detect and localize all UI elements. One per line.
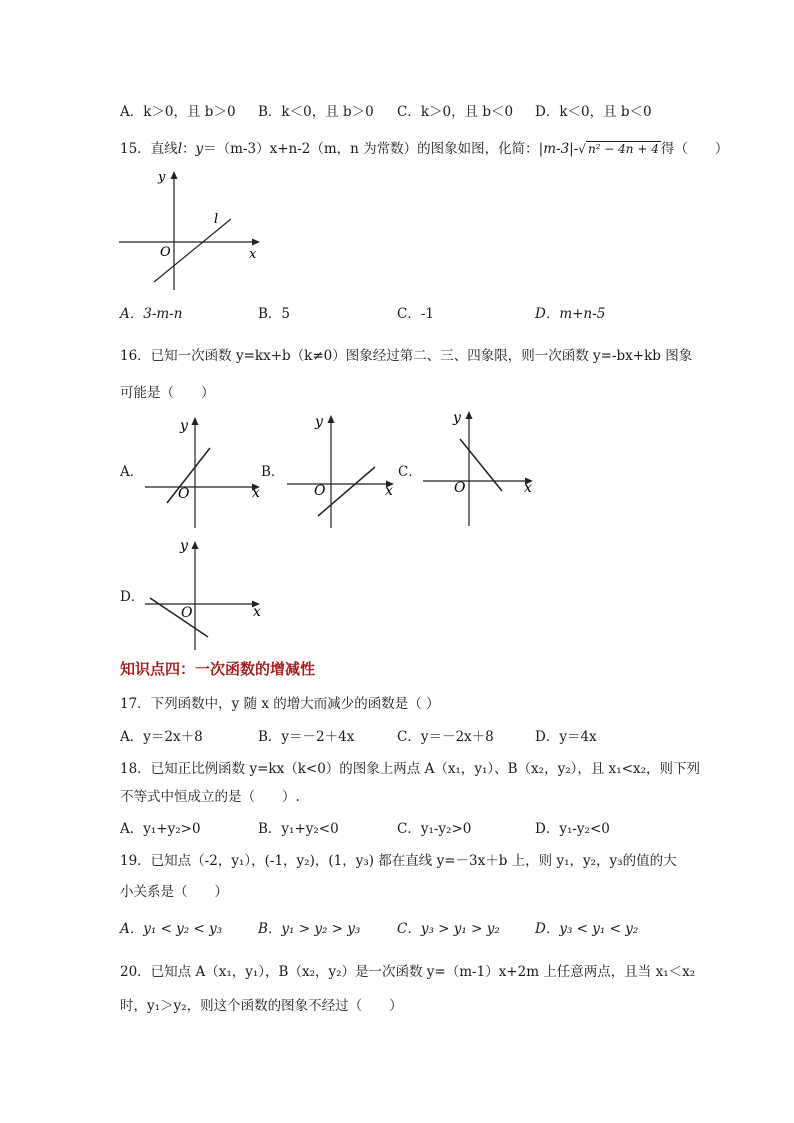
q16-graph-d — [140, 534, 265, 652]
q15-option-c: C．-1 — [397, 306, 434, 322]
q15-option-d: D．m+n-5 — [535, 306, 606, 322]
q15-line-label: l — [214, 212, 219, 227]
q19-option-d: D．y₃ < y₁ < y₂ — [535, 921, 639, 937]
q16-option-b-label: B． — [261, 464, 285, 480]
q17-option-d: D．y＝4x — [535, 729, 597, 745]
section-4-title: 知识点四：一次函数的增减性 — [120, 660, 316, 678]
q16d-y-label: y — [180, 538, 188, 554]
q16-graph-c — [420, 404, 545, 530]
q19-option-c: C．y₃ > y₁ > y₂ — [397, 921, 500, 937]
q15-x-arrow — [252, 239, 260, 246]
q19-stem-line2: 小关系是（ ） — [120, 884, 228, 900]
q16c-y-label: y — [453, 410, 461, 426]
q16c-x-label: x — [524, 480, 532, 496]
q16-option-a-label: A． — [120, 464, 144, 480]
q16d-x-label: x — [253, 604, 261, 620]
q18-stem-line2: 不等式中恒成立的是（ ）. — [120, 789, 300, 805]
q16c-graph-line — [460, 439, 502, 491]
q15-prefix: 15．直线 — [120, 141, 178, 157]
q16b-y-arrow — [328, 415, 335, 423]
q17-option-a: A．y＝2x＋8 — [120, 729, 203, 745]
q15-radicand: n² − 4n + 4 — [587, 142, 659, 156]
q15-graph — [115, 165, 265, 295]
q16c-origin-label: O — [454, 480, 466, 496]
q15-sqrt: √ n² − 4n + 4 — [578, 142, 659, 156]
q16-graph-a — [140, 408, 265, 530]
q18-option-a: A．y₁+y₂>0 — [120, 821, 201, 837]
q15-option-a: A．3-m-n — [120, 306, 183, 322]
q15-y-arrow — [171, 171, 178, 179]
q16b-origin-label: O — [314, 483, 326, 499]
q16-graph-b — [283, 406, 408, 530]
q16d-origin-label: O — [181, 605, 193, 621]
q15-option-b: B．5 — [258, 306, 291, 322]
q16-stem-line2: 可能是（ ） — [120, 385, 215, 401]
q16a-y-arrow — [192, 417, 199, 425]
q16b-graph-line — [318, 467, 375, 516]
q15-colon: ： — [182, 141, 196, 157]
q15-stem — [120, 140, 728, 158]
q15-abs: |m-3|- — [538, 141, 579, 157]
q14-option-a: A．k＞0，且 b＞0 — [120, 104, 236, 120]
q14-option-c: C．k＞0，且 b＜0 — [397, 104, 514, 120]
q14-option-b: B．k＜0，且 b＞0 — [258, 104, 374, 120]
q16d-y-arrow — [192, 541, 199, 549]
q16b-y-label: y — [315, 414, 323, 430]
q18-option-c: C．y₁-y₂>0 — [397, 821, 472, 837]
q20-stem-line2: 时，y₁＞y₂，则这个函数的图象不经过（ ） — [120, 998, 403, 1014]
q19-option-a: A．y₁ < y₂ < y₃ — [120, 921, 223, 937]
q16a-x-label: x — [252, 485, 260, 501]
q18-option-d: D．y₁-y₂<0 — [535, 821, 610, 837]
q17-stem: 17．下列函数中，y 随 x 的增大而减少的函数是（ ） — [120, 696, 440, 712]
q16a-origin-label: O — [178, 486, 190, 502]
q16-option-c-label: C． — [398, 464, 422, 480]
q15-eq-y: y — [195, 141, 204, 157]
q15-eq-rest: ＝（m-3）x+n-2（m，n 为常数）的图象如图，化简： — [203, 141, 539, 157]
q16b-x-label: x — [385, 483, 393, 499]
q20-stem-line1: 20．已知点 A（x₁，y₁），B（x₂，y₂）是一次函数 y=（m-1）x+2m 上任意两点，且当 x₁＜x₂ — [120, 964, 696, 980]
q16-stem-line1: 16．已知一次函数 y=kx+b（k≠0）图象经过第二、三、四象限，则一次函数 y=-bx+kb 图象 — [120, 348, 693, 364]
q16a-y-label: y — [180, 418, 188, 434]
q15-y-label: y — [158, 170, 166, 185]
q18-stem-line1: 18．已知正比例函数 y=kx（k<0）的图象上两点 A（x₁，y₁）、B（x₂，y₂），且 x₁<x₂，则下列 — [120, 761, 701, 777]
q19-option-b: B．y₁ > y₂ > y₃ — [258, 921, 361, 937]
q15-line-name: l — [177, 141, 183, 157]
q16-option-d-label: D． — [120, 589, 145, 605]
q17-option-c: C．y＝－2x＋8 — [397, 729, 494, 745]
q16c-y-arrow — [466, 411, 473, 419]
q14-option-d: D．k＜0，且 b＜0 — [535, 104, 652, 120]
q17-option-b: B．y＝－2＋4x — [258, 729, 355, 745]
q15-x-label: x — [249, 247, 257, 262]
q18-option-b: B．y₁+y₂<0 — [258, 821, 339, 837]
q19-stem-line1: 19．已知点（-2，y₁），(-1，y₂)，(1，y₃) 都在直线 y=－3x＋b 上，则 y₁，y₂，y₃的值的大 — [120, 853, 677, 869]
q15-suffix: 得（ ） — [660, 141, 729, 157]
q15-origin-label: O — [160, 245, 171, 260]
